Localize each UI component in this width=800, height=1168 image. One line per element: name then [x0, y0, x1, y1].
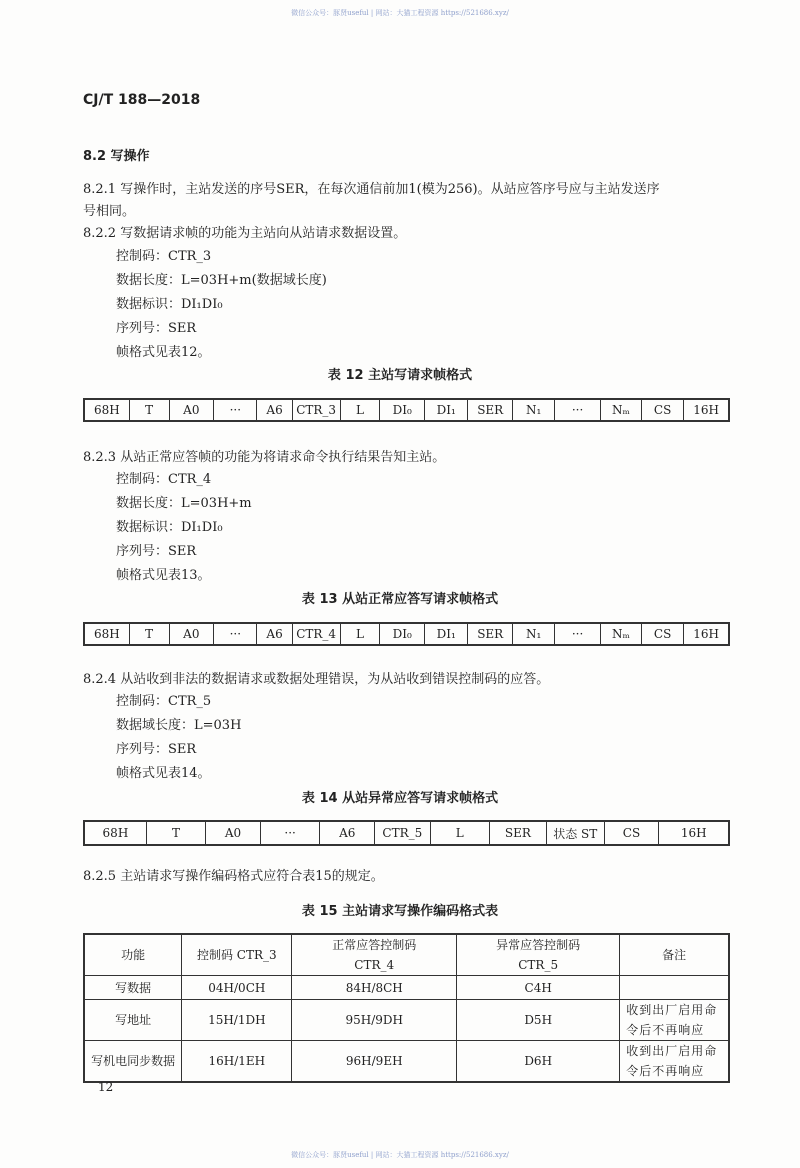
frame-field: SER — [468, 623, 513, 645]
watermark-top: 微信公众号：豚贤useful | 网站：大猫工程资源 https://521686.xyz/ — [291, 9, 509, 17]
table-15 — [83, 933, 730, 1083]
column-header: 备注 — [620, 934, 729, 976]
frame-field: CS — [641, 623, 683, 645]
frame-field: 16H — [684, 623, 729, 645]
frame-field: ··· — [555, 623, 601, 645]
para-line: 序列号：SER — [116, 742, 197, 757]
page-number: 12 — [98, 1080, 114, 1094]
frame-field: CS — [641, 399, 683, 421]
frame-field: DI₁ — [425, 399, 468, 421]
para-line: 数据域长度：L=03H — [116, 718, 242, 733]
frame-field: Nₘ — [600, 623, 641, 645]
para-line: 控制码：CTR_4 — [116, 472, 212, 487]
frame-field: ··· — [214, 399, 257, 421]
frame-field: A6 — [257, 399, 292, 421]
frame-field: A6 — [320, 821, 375, 845]
frame-field: N₁ — [512, 623, 554, 645]
table-cell: D6H — [457, 1041, 620, 1083]
table-cell: 04H/0CH — [182, 976, 292, 1000]
table-cell: D5H — [457, 1000, 620, 1041]
para-line: 数据长度：L=03H+m — [116, 496, 252, 511]
para-821-line2: 号相同。 — [83, 204, 136, 219]
table-cell: 16H/1EH — [182, 1041, 292, 1083]
table-cell: C4H — [457, 976, 620, 1000]
frame-field: 状态 ST — [546, 821, 604, 845]
para-line: 帧格式见表13。 — [116, 568, 211, 583]
column-header: 异常应答控制码 CTR_5 — [457, 934, 620, 976]
frame-field: A0 — [169, 399, 214, 421]
frame-field: DI₀ — [380, 623, 425, 645]
para-line: 控制码：CTR_3 — [116, 249, 212, 264]
table-cell: 收到出厂启用命令后不再响应 — [620, 1000, 729, 1041]
table-14 — [83, 820, 730, 846]
table-13 — [83, 622, 730, 646]
frame-field: 16H — [659, 821, 729, 845]
para-822: 8.2.2 写数据请求帧的功能为主站向从站请求数据设置。 — [83, 226, 407, 241]
frame-field: ··· — [260, 821, 319, 845]
table-cell: 84H/8CH — [292, 976, 457, 1000]
frame-field: DI₀ — [380, 399, 425, 421]
frame-field: T — [146, 821, 205, 845]
frame-field: CTR_5 — [375, 821, 431, 845]
frame-field: A0 — [169, 623, 214, 645]
para-line: 数据标识：DI₁DI₀ — [116, 297, 223, 312]
table-cell: 96H/9EH — [292, 1041, 457, 1083]
table-row — [84, 1000, 729, 1041]
frame-field: Nₘ — [600, 399, 641, 421]
column-header: 正常应答控制码 CTR_4 — [292, 934, 457, 976]
para-825: 8.2.5 主站请求写操作编码格式应符合表15的规定。 — [83, 869, 384, 884]
frame-field: T — [129, 623, 169, 645]
para-824: 8.2.4 从站收到非法的数据请求或数据处理错误，为从站收到错误控制码的应答。 — [83, 672, 550, 687]
frame-field: L — [340, 623, 380, 645]
table-15-caption: 表 15 主站请求写操作编码格式表 — [301, 904, 499, 919]
frame-field: 68H — [84, 623, 129, 645]
watermark-bottom: 微信公众号：豚贤useful | 网站：大猫工程资源 https://521686.xyz/ — [291, 1151, 509, 1159]
frame-field: ··· — [555, 399, 601, 421]
frame-field: A6 — [257, 623, 292, 645]
frame-field: SER — [489, 821, 546, 845]
table-cell: 写数据 — [84, 976, 182, 1000]
table-cell — [620, 976, 729, 1000]
table-row — [84, 976, 729, 1000]
frame-field: CTR_3 — [292, 399, 340, 421]
frame-field: 68H — [84, 821, 146, 845]
column-header: 控制码 CTR_3 — [182, 934, 292, 976]
para-823: 8.2.3 从站正常应答帧的功能为将请求命令执行结果告知主站。 — [83, 450, 446, 465]
table-14-caption: 表 14 从站异常应答写请求帧格式 — [301, 791, 499, 806]
frame-field: L — [430, 821, 489, 845]
para-line: 帧格式见表12。 — [116, 345, 211, 360]
table-13-caption: 表 13 从站正常应答写请求帧格式 — [301, 592, 499, 607]
table-row — [84, 1041, 729, 1083]
para-line: 数据标识：DI₁DI₀ — [116, 520, 223, 535]
para-line: 序列号：SER — [116, 544, 197, 559]
para-line: 控制码：CTR_5 — [116, 694, 212, 709]
frame-field: 16H — [684, 399, 729, 421]
table-cell: 15H/1DH — [182, 1000, 292, 1041]
frame-field: DI₁ — [425, 623, 468, 645]
table-cell: 写机电同步数据 — [84, 1041, 182, 1083]
frame-field: L — [340, 399, 380, 421]
frame-field: ··· — [214, 623, 257, 645]
table-cell: 收到出厂启用命令后不再响应 — [620, 1041, 729, 1083]
frame-field: CS — [604, 821, 659, 845]
para-line: 序列号：SER — [116, 321, 197, 336]
frame-field: A0 — [206, 821, 261, 845]
table-cell: 95H/9DH — [292, 1000, 457, 1041]
section-heading: 8.2 写操作 — [83, 149, 150, 164]
table-12 — [83, 398, 730, 422]
para-line: 帧格式见表14。 — [116, 766, 211, 781]
column-header: 功能 — [84, 934, 182, 976]
frame-field: 68H — [84, 399, 129, 421]
frame-field: N₁ — [512, 399, 554, 421]
para-821-line1: 8.2.1 写操作时，主站发送的序号SER，在每次通信前加1(模为256)。从站应答序号应与主站发送序 — [83, 182, 660, 197]
standard-id: CJ/T 188—2018 — [83, 92, 201, 108]
frame-field: CTR_4 — [292, 623, 340, 645]
table-12-caption: 表 12 主站写请求帧格式 — [327, 368, 473, 383]
frame-field: T — [129, 399, 169, 421]
para-line: 数据长度：L=03H+m(数据域长度) — [116, 273, 327, 288]
frame-field: SER — [468, 399, 513, 421]
table-cell: 写地址 — [84, 1000, 182, 1041]
